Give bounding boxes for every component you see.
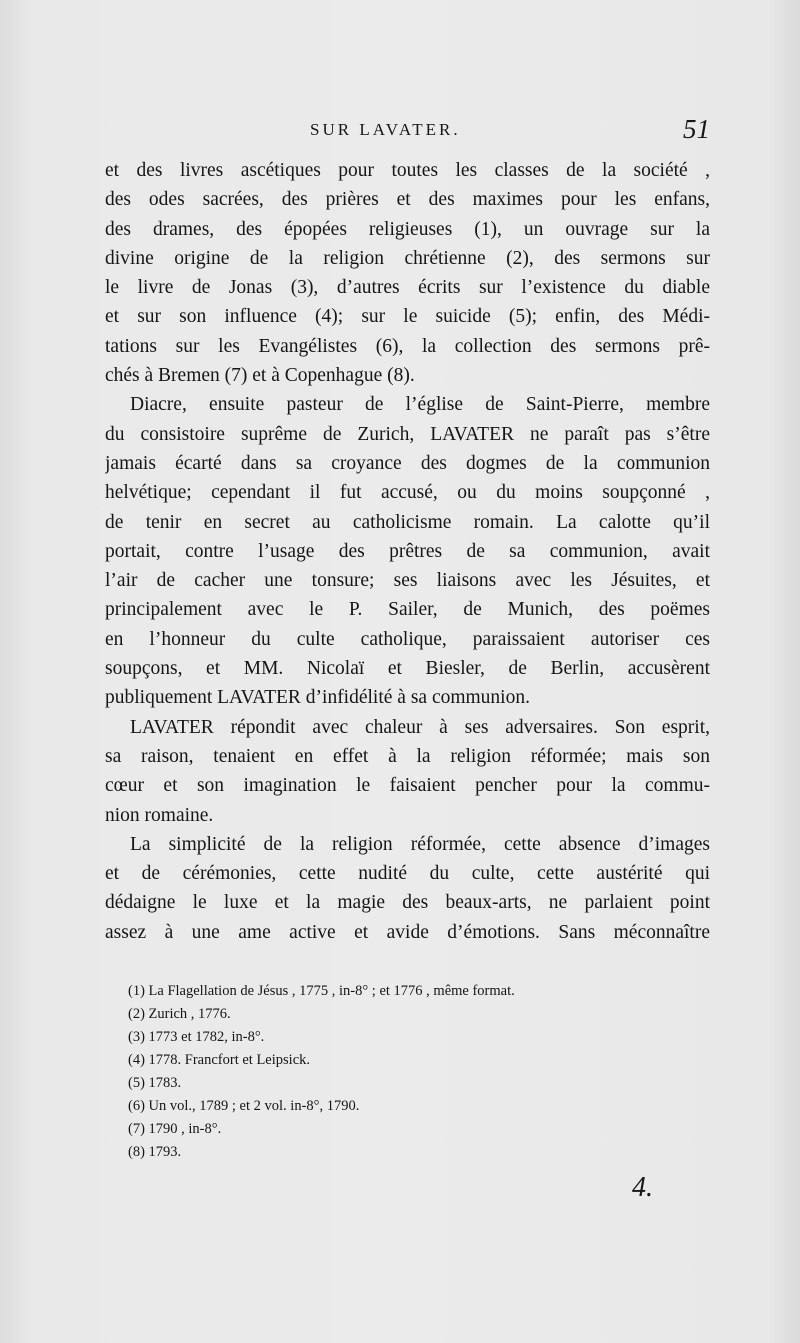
text-line: Diacre, ensuite pasteur de l’église de Saint-Pierre, membre bbox=[130, 394, 710, 416]
footnote: (7) 1790 , in-8°. bbox=[128, 1121, 222, 1137]
footnote: (4) 1778. Francfort et Leipsick. bbox=[128, 1052, 311, 1068]
running-title: SUR LAVATER. bbox=[310, 120, 461, 139]
text-line: et sur son influence (4); sur le suicide (5); enfin, des Médi- bbox=[105, 306, 710, 328]
text-line: soupçons, et MM. Nicolaï et Biesler, de Berlin, accusèrent bbox=[105, 658, 710, 680]
text-line: La simplicité de la religion réformée, cette absence d’images bbox=[130, 833, 710, 855]
text-line: des odes sacrées, des prières et des maximes pour les enfans, bbox=[105, 189, 710, 211]
text-line: principalement avec le P. Sailer, de Munich, des poëmes bbox=[105, 599, 710, 621]
body-text bbox=[105, 156, 710, 947]
text-line: dédaigne le luxe et la magie des beaux-arts, ne parlaient point bbox=[105, 892, 710, 914]
text-line: chés à Bremen (7) et à Copenhague (8). bbox=[105, 365, 415, 387]
text-line: cœur et son imagination le faisaient pencher pour la commu- bbox=[105, 775, 710, 797]
text-line: publiquement LAVATER d’infidélité à sa communion. bbox=[105, 687, 530, 709]
text-line: le livre de Jonas (3), d’autres écrits sur l’existence du diable bbox=[105, 277, 710, 299]
text-line: portait, contre l’usage des prêtres de sa communion, avait bbox=[105, 540, 710, 562]
text-line: de tenir en secret au catholicisme romain. La calotte qu’il bbox=[105, 511, 710, 533]
text-line: des drames, des épopées religieuses (1), un ouvrage sur la bbox=[105, 218, 710, 240]
text-line: tations sur les Evangélistes (6), la collection des sermons prê- bbox=[105, 335, 710, 357]
text-line: divine origine de la religion chrétienne (2), des sermons sur bbox=[105, 247, 710, 269]
text-line: jamais écarté dans sa croyance des dogmes de la communion bbox=[105, 452, 710, 474]
footnote: (2) Zurich , 1776. bbox=[128, 1006, 231, 1022]
text-line: LAVATER répondit avec chaleur à ses adversaires. Son esprit, bbox=[130, 716, 710, 738]
text-line: assez à une ame active et avide d’émotions. Sans méconnaître bbox=[105, 921, 710, 943]
footnotes bbox=[128, 980, 688, 1164]
text-line: du consistoire suprême de Zurich, LAVATER ne paraît pas s’être bbox=[105, 423, 710, 445]
footnote: (1) La Flagellation de Jésus , 1775 , in-8° ; et 1776 , même format. bbox=[128, 983, 515, 999]
footnote: (3) 1773 et 1782, in-8°. bbox=[128, 1029, 265, 1045]
text-line: helvétique; cependant il fut accusé, ou du moins soupçonné , bbox=[105, 482, 710, 504]
signature-mark: 4. bbox=[632, 1172, 653, 1203]
page-header bbox=[105, 114, 710, 152]
footnote: (5) 1783. bbox=[128, 1075, 182, 1091]
footnote: (6) Un vol., 1789 ; et 2 vol. in-8°, 1790. bbox=[128, 1098, 360, 1114]
text-line: et de cérémonies, cette nudité du culte, cette austérité qui bbox=[105, 863, 710, 885]
text-line: l’air de cacher une tonsure; ses liaisons avec les Jésuites, et bbox=[105, 570, 710, 592]
page-number: 51 bbox=[683, 114, 710, 144]
text-line: nion romaine. bbox=[105, 804, 214, 826]
text-line: en l’honneur du culte catholique, paraissaient autoriser ces bbox=[105, 628, 710, 650]
text-line: et des livres ascétiques pour toutes les classes de la société , bbox=[105, 160, 710, 181]
text-line: sa raison, tenaient en effet à la religion réformée; mais son bbox=[105, 745, 710, 767]
footnote: (8) 1793. bbox=[128, 1144, 182, 1160]
